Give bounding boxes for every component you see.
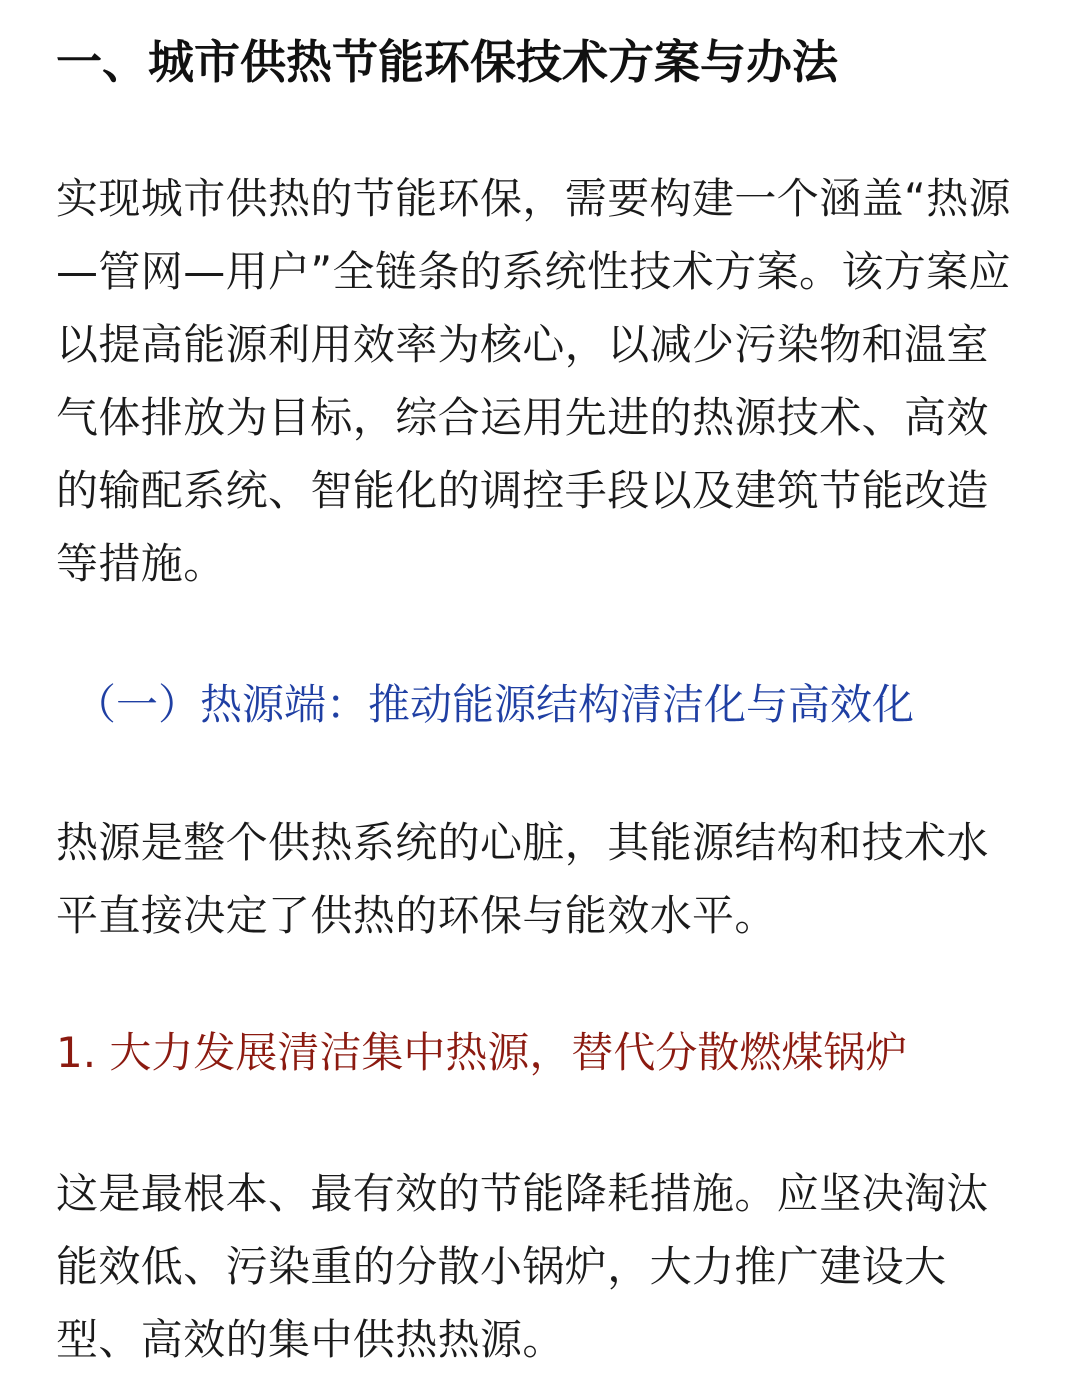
subsection-title: 1. 大力发展清洁集中热源，替代分散燃煤锅炉 (56, 1028, 908, 1077)
section-paragraph: 热源是整个供热系统的心脏，其能源结构和技术水平直接决定了供热的环保与能效水平。 (56, 818, 989, 940)
section-title: （一）热源端：推动能源结构清洁化与高效化 (74, 680, 915, 729)
intro-paragraph: 实现城市供热的节能环保，需要构建一个涵盖“热源—管网—用户”全链条的系统性技术方案。该方案应以提高能源利用效率为核心，以减少污染物和温室气体排放为目标，综合运用先进的热源技术、高效的输配系统、智能化的调控手段以及建筑节能改造等措施。 (56, 174, 1011, 588)
subsection-paragraph: 这是最根本、最有效的节能降耗措施。应坚决淘汰能效低、污染重的分散小锅炉，大力推广建设大型、高效的集中供热热源。 (56, 1169, 989, 1364)
article-heading: 一、城市供热节能环保技术方案与办法 (56, 35, 838, 89)
